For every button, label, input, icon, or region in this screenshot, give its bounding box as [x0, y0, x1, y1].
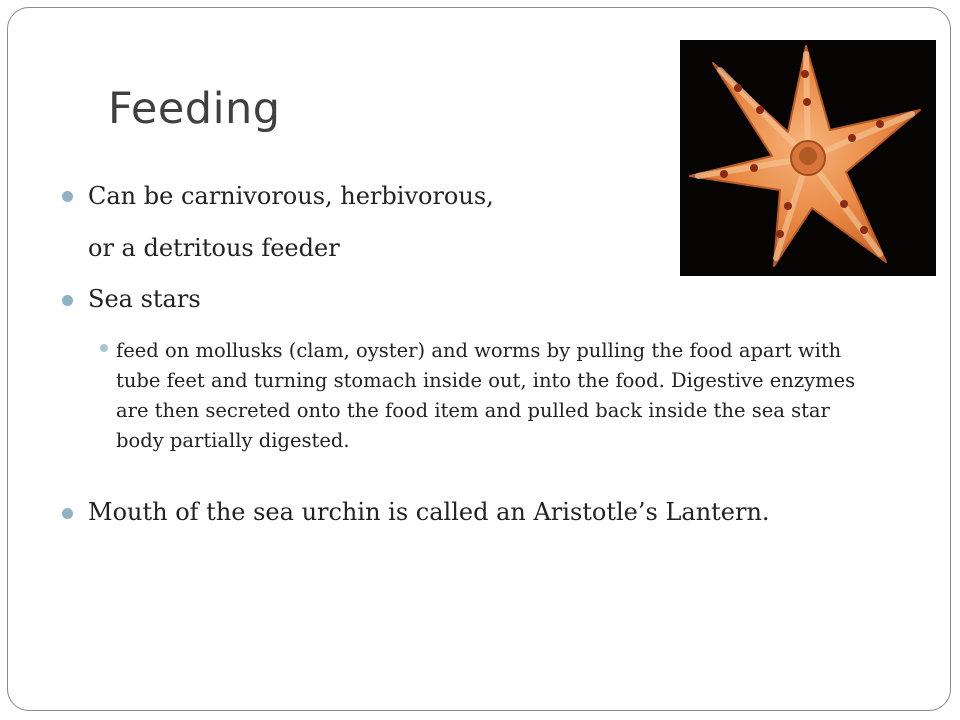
sea-star-icon	[680, 40, 936, 276]
bullet-dot	[62, 508, 73, 519]
bullet-diet-line2: or a detritous feeder	[88, 234, 340, 262]
sea-star-image	[680, 40, 936, 276]
bullet-aristotles-lantern: Mouth of the sea urchin is called an Aristotle’s Lantern.	[88, 498, 770, 526]
bullet-diet-line1: Can be carnivorous, herbivorous,	[88, 182, 494, 210]
bullet-sea-stars: Sea stars	[88, 285, 201, 313]
sub-bullet-dot	[100, 344, 108, 352]
bullet-dot	[62, 295, 73, 306]
sub-bullet-sea-star-feeding: feed on mollusks (clam, oyster) and worms by pulling the food apart with tube feet and turning stomach inside out, into the food. Digestive enzymes are then secreted onto the food item and pulled back inside the sea star body partially digested.	[116, 339, 856, 452]
bullet-dot	[62, 191, 73, 202]
slide-title: Feeding	[108, 84, 281, 134]
